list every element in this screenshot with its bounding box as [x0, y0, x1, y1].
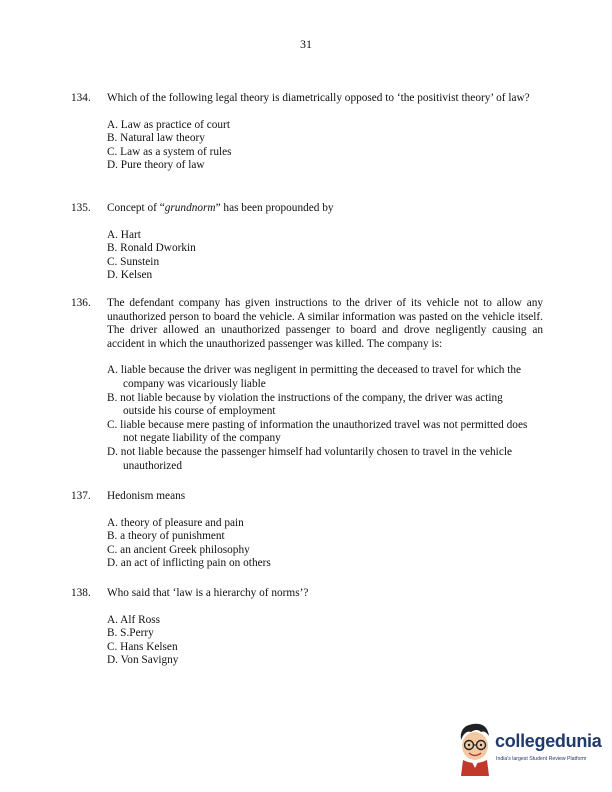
option-c: C. Hans Kelsen: [107, 640, 178, 653]
question-stem: Hedonism means: [107, 490, 186, 502]
option-d: D. an act of inflicting pain on others: [107, 557, 271, 570]
option-a: A. Law as practice of court: [107, 118, 230, 131]
option-c: C. liable because mere pasting of information the unauthorized travel was not permitted does not negate liability of the company: [107, 418, 528, 445]
question-stem: Who said that ‘law is a hierarchy of norms’?: [107, 587, 309, 599]
option-b: B. S.Perry: [107, 627, 154, 640]
option-d: D. Kelsen: [107, 269, 153, 282]
option-b: B. Natural law theory: [107, 132, 205, 145]
question-136: [71, 297, 543, 473]
question-138: [71, 587, 543, 668]
logo-name: collegedunia: [495, 731, 602, 751]
mascot-icon: [455, 720, 495, 776]
option-a: A. theory of pleasure and pain: [107, 516, 244, 529]
option-d: D. Pure theory of law: [107, 159, 205, 172]
option-b: B. a theory of punishment: [107, 530, 225, 543]
logo-tagline: India's largest Student Review Platform: [496, 756, 587, 762]
options-list: [107, 614, 543, 668]
question-number: 135.: [71, 202, 91, 214]
question-number: 137.: [71, 490, 91, 502]
option-d: D. Von Savigny: [107, 654, 179, 667]
option-b: B. not liable because by violation the instructions of the company, the driver was acting outside his course of employment: [107, 391, 503, 418]
question-stem: The defendant company has given instructions to the driver of its vehicle not to allow any unauthorized person to board the vehicle. A similar information was pasted on the vehicle itself. The driver allowed an unauthorized passenger to board and drove negligently causing an accident in which the unauthorized passenger was killed. The company is:: [107, 297, 543, 350]
option-a: A. Hart: [107, 228, 141, 241]
question-number: 134.: [71, 92, 91, 104]
options-list: [107, 517, 543, 571]
question-number: 136.: [71, 297, 91, 309]
question-135: [71, 202, 543, 283]
options-list: [107, 364, 537, 473]
option-a: A. liable because the driver was negligent in permitting the deceased to travel for which the company was vicariously liable: [107, 364, 522, 390]
question-137: [71, 490, 543, 571]
option-c: C. Law as a system of rules: [107, 145, 232, 158]
options-list: [107, 119, 543, 173]
grundnorm-term: grundnorm: [164, 202, 216, 214]
question-134: [71, 92, 543, 173]
collegedunia-logo: [455, 720, 605, 780]
question-stem: Concept of “grundnorm” has been propounded by: [107, 202, 334, 214]
option-a: A. Alf Ross: [107, 613, 161, 626]
option-c: C. an ancient Greek philosophy: [107, 543, 250, 556]
page-number: 31: [300, 37, 312, 51]
option-c: C. Sunstein: [107, 255, 160, 268]
option-d: D. not liable because the passenger himself had voluntarily chosen to travel in the vehicle unauthorized: [107, 445, 512, 472]
question-stem: Which of the following legal theory is diametrically opposed to ‘the positivist theory’ of law?: [107, 92, 530, 104]
question-number: 138.: [71, 587, 91, 599]
options-list: [107, 229, 543, 283]
option-b: B. Ronald Dworkin: [107, 242, 196, 255]
